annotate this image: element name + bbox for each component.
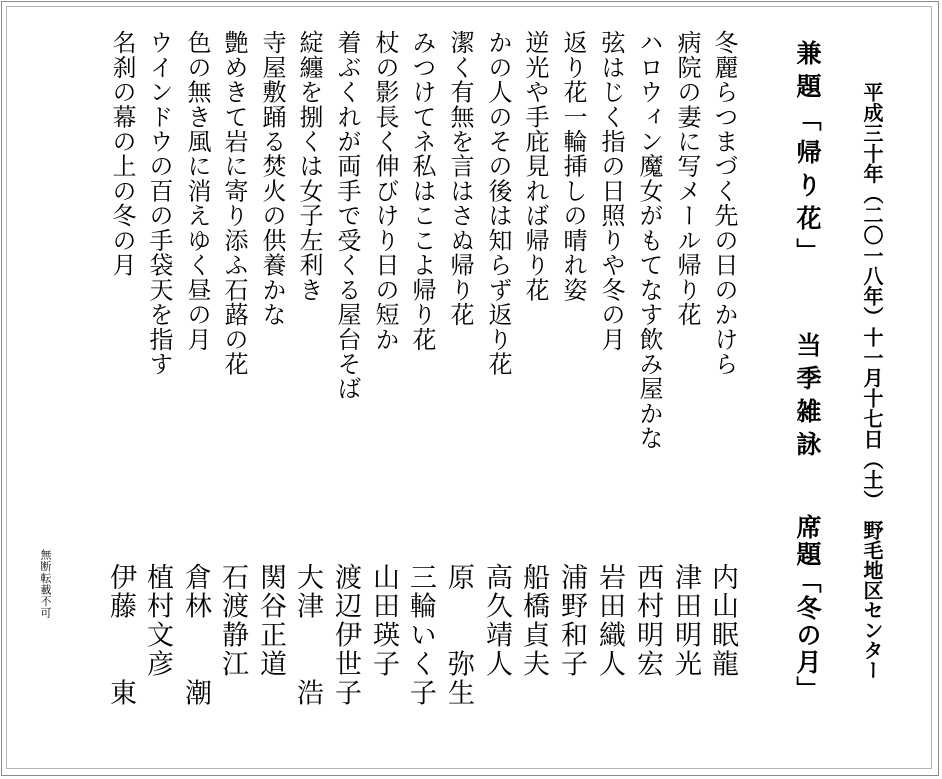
haiku-line: 逆光や手庇見れば帰り花 [521, 30, 549, 302]
poet-name: 渡辺伊世子 [330, 563, 361, 708]
haiku-line: 返り花一輪挿しの晴れ姿 [559, 30, 587, 302]
haiku-line: ウインドウの百の手袋天を指す [145, 30, 173, 377]
meeting-date: 平成三十年（二〇一八年）十一月十七日（土） [860, 82, 884, 511]
haiku-line: 寺屋敷踊る焚火の供養かな [258, 30, 286, 327]
poet-name: 西村明宏 [632, 563, 663, 679]
haiku-line: 弦はじく指の日照りや冬の月 [597, 30, 625, 352]
poet-name: 植村文彦 [142, 563, 173, 679]
haiku-line: 病院の妻に写メール帰り花 [673, 30, 701, 327]
poet-name: 山田瑛子 [368, 563, 399, 679]
poet-name: 浦野和子 [556, 563, 587, 679]
haiku-line: かの人のその後は知らず返り花 [484, 30, 512, 377]
poet-name: 関谷正道 [255, 563, 286, 679]
poet-name: 船橋貞夫 [518, 563, 549, 679]
theme-kendai: 兼題「帰り花」 [793, 40, 822, 271]
haiku-line: 名刹の幕の上の冬の月 [108, 30, 136, 278]
theme-sekidai: 席題「冬の月」 [793, 514, 822, 703]
haiku-line: ハロウィン魔女がもてなす飲み屋かな [635, 30, 663, 451]
haiku-line: みつけてネ私はここよ帰り花 [408, 30, 436, 352]
no-reprint-notice: 無断転載不可 [39, 549, 52, 619]
poet-name: 倉林 潮 [180, 563, 211, 708]
haiku-line: 着ぶくれが両手で受くる屋台そば [333, 30, 361, 401]
poet-name: 津田明光 [670, 563, 701, 679]
poet-name: 原 弥生 [443, 563, 474, 708]
haiku-line: 潔く有無を言はさぬ帰り花 [446, 30, 474, 327]
poet-name: 高久靖人 [481, 563, 512, 679]
poet-name: 内山眠龍 [707, 563, 738, 679]
poet-name: 石渡静江 [217, 563, 248, 679]
poet-name: 岩田織人 [594, 563, 625, 679]
haiku-line: 綻纏を捌くは女子左利き [295, 30, 323, 302]
haiku-line: 艶めきて岩に寄り添ふ石蕗の花 [220, 30, 248, 377]
poet-name: 大津 浩 [292, 563, 323, 708]
haiku-line: 色の無き風に消えゆく昼の月 [183, 30, 211, 352]
theme-toki: 当季雑詠 [793, 332, 822, 464]
haiku-line: 冬麗らつまづく先の日のかけら [710, 30, 738, 377]
haiku-line: 杖の影長く伸びけり日の短か [371, 30, 399, 352]
poet-name: 三輪いく子 [405, 563, 436, 708]
poet-name: 伊藤 東 [105, 563, 136, 708]
meeting-venue: 野毛地区センター [860, 520, 884, 680]
